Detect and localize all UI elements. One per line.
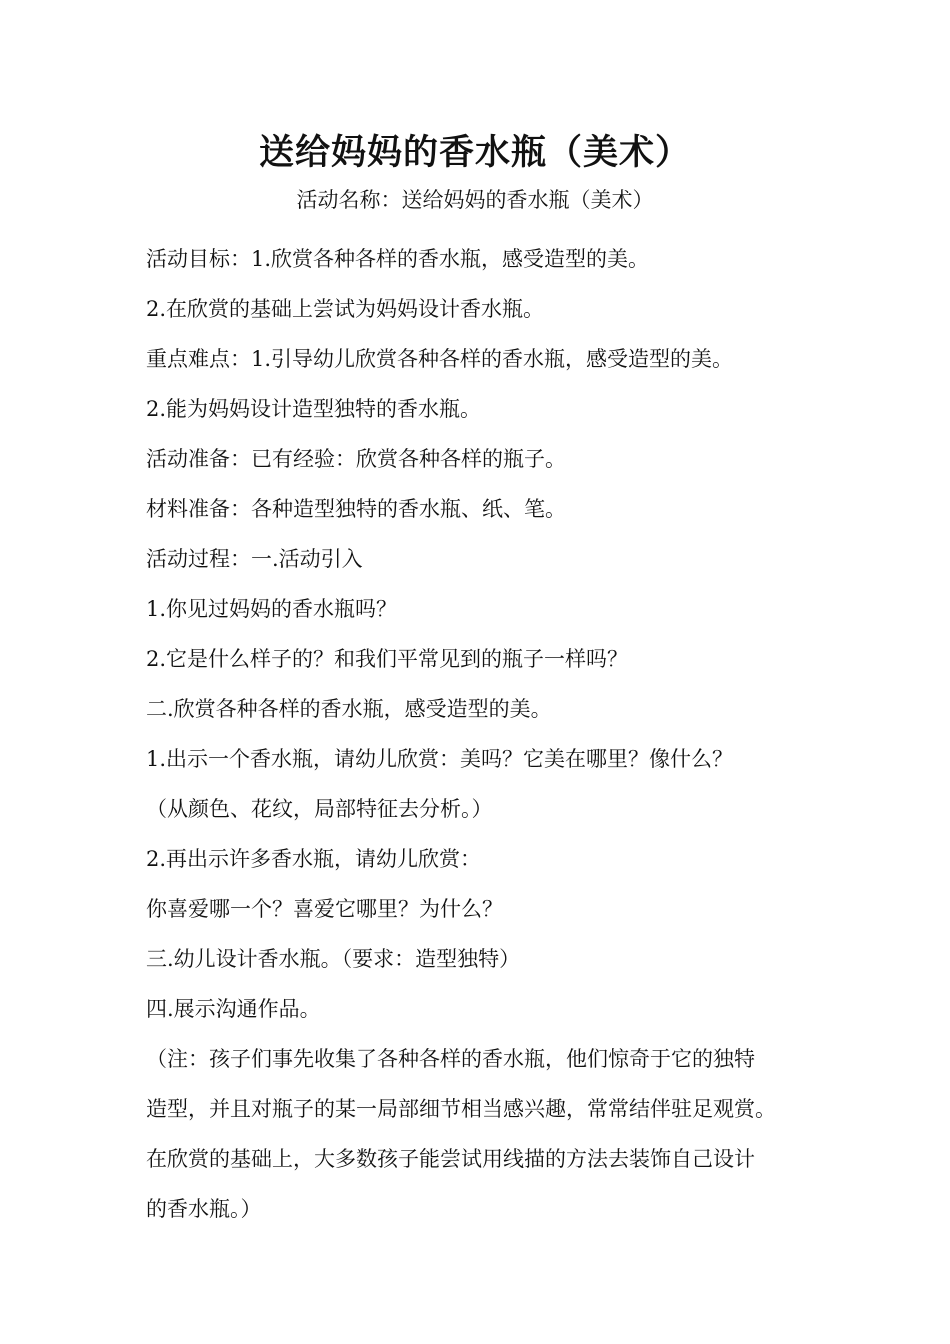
paragraph-line: 2.再出示许多香水瓶，请幼儿欣赏： xyxy=(146,847,482,871)
paragraph-line: 材料准备：各种造型独特的香水瓶、纸、笔。 xyxy=(146,497,566,521)
paragraph-line: 2.能为妈妈设计造型独特的香水瓶。 xyxy=(146,397,482,421)
paragraph-line: 2.它是什么样子的？和我们平常见到的瓶子一样吗？ xyxy=(146,647,629,671)
paragraph-line: （从颜色、花纹，局部特征去分析。） xyxy=(146,797,493,821)
paragraph-line: 活动准备：已有经验：欣赏各种各样的瓶子。 xyxy=(146,447,566,471)
paragraph-line: 造型，并且对瓶子的某一局部细节相当感兴趣，常常结伴驻足观赏。 xyxy=(146,1097,776,1121)
paragraph-line: 重点难点：1.引导幼儿欣赏各种各样的香水瓶，感受造型的美。 xyxy=(146,347,734,371)
paragraph-line: 四.展示沟通作品。 xyxy=(146,997,321,1021)
paragraph-line: 1.你见过妈妈的香水瓶吗？ xyxy=(146,597,398,621)
paragraph-line: 你喜爱哪一个？喜爱它哪里？为什么？ xyxy=(146,897,503,921)
document-title: 送给妈妈的香水瓶（美术） xyxy=(258,133,691,173)
paragraph-line: 在欣赏的基础上，大多数孩子能尝试用线描的方法去装饰自己设计 xyxy=(146,1147,755,1171)
paragraph-line: 2.在欣赏的基础上尝试为妈妈设计香水瓶。 xyxy=(146,297,545,321)
paragraph-line: 活动目标：1.欣赏各种各样的香水瓶，感受造型的美。 xyxy=(146,247,650,271)
document-body xyxy=(146,234,836,1234)
paragraph-line: （注：孩子们事先收集了各种各样的香水瓶，他们惊奇于它的独特 xyxy=(146,1047,755,1071)
paragraph-line: 活动过程：一.活动引入 xyxy=(146,547,363,571)
paragraph-line: 二.欣赏各种各样的香水瓶，感受造型的美。 xyxy=(146,697,552,721)
paragraph-line: 三.幼儿设计香水瓶。（要求：造型独特） xyxy=(146,947,521,971)
paragraph-line: 的香水瓶。） xyxy=(146,1197,262,1221)
activity-name: 活动名称：送给妈妈的香水瓶（美术） xyxy=(296,188,654,212)
paragraph-line: 1.出示一个香水瓶，请幼儿欣赏：美吗？它美在哪里？像什么？ xyxy=(146,747,734,771)
